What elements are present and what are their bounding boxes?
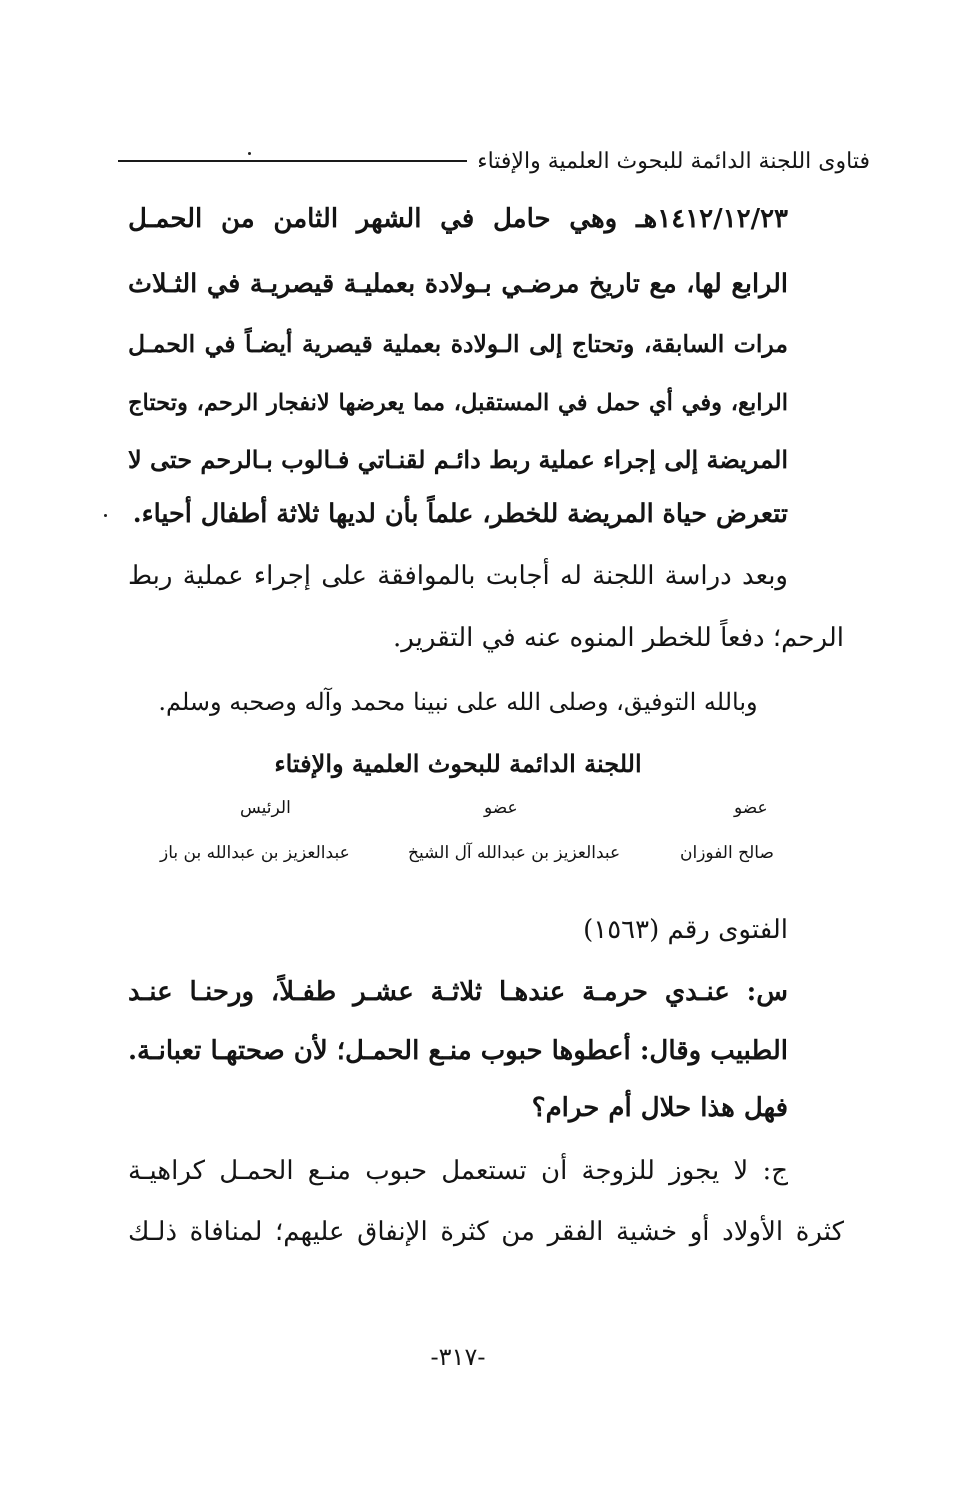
- running-header: [118, 143, 870, 179]
- question-continuation-line-4: الرابع، وفي أي حمل في المستقبل، مما يعرضها لانفجار الرحم، وتحتاج: [128, 390, 788, 416]
- question-line-3: فهل هذا حلال أم حرام؟: [531, 1093, 788, 1123]
- question-continuation-line-5: المريضة إلى إجراء عملية ربط دائـم لقنـاتي فـالوب بـالرحم حتى لا: [127, 445, 788, 474]
- answer-line-2: كثرة الأولاد أو خشية الفقر من كثرة الإنفاق عليهم؛ لمنافاة ذلـك: [128, 1217, 844, 1247]
- question-continuation-line-1: ١٤١٢/١٢/٢٣هـ وهي حامل في الشهر الثامن من الحمـل: [128, 204, 788, 234]
- scan-speck: [248, 152, 251, 155]
- question-continuation-line-6: تتعرض حياة المريضة للخطر، علماً بأن لديها ثلاثة أطفال أحياء.: [132, 499, 788, 529]
- committee-title: اللجنة الدائمة للبحوث العلمية والإفتاء: [274, 749, 642, 778]
- header-rule: [118, 160, 467, 162]
- question-continuation-line-2: الرابع لها، مع تاريخ مرضـي بـولادة بعمليـة قيصريـة في الثـلاث: [128, 269, 788, 299]
- scan-speck: [104, 514, 107, 517]
- signature-role-member: عضو: [734, 798, 768, 818]
- question-continuation-line-3: مرات السابقة، وتحتاج إلى الـولادة بعملية قيصرية أيضـاً في الحمـل: [128, 330, 788, 358]
- signature-name-member: صالح الفوزان: [680, 843, 774, 863]
- signature-role-president: الرئيس: [240, 798, 291, 818]
- question-line-2: الطبيب وقال: أعطوها حبوب منـع الحمـل؛ لأن صحتهـا تعبانـة.: [128, 1036, 788, 1066]
- question-line-1: س: عنـدي حرمـة عندهـا ثلاثـة عشـر طفـلاً، ورحنـا عنـد: [128, 977, 788, 1007]
- signature-role-member: عضو: [484, 798, 518, 818]
- fatwa-number: الفتوى رقم (١٥٦٣): [583, 915, 788, 945]
- page-number: -٣١٧-: [430, 1343, 486, 1371]
- header-title: فتاوى اللجنة الدائمة للبحوث العلمية والإفتاء: [477, 148, 870, 174]
- answer-previous-line-1: وبعد دراسة اللجنة له أجابت بالموافقة على إجراء عملية ربط: [128, 561, 788, 591]
- signature-name-president: عبدالعزيز بن عبدالله بن باز: [160, 843, 350, 863]
- answer-previous-line-2: الرحم؛ دفعاً للخطر المنوه عنه في التقرير.: [393, 623, 844, 653]
- signature-name-member: عبدالعزيز بن عبدالله آل الشيخ: [408, 843, 621, 863]
- closing-line: وبالله التوفيق، وصلى الله على نبينا محمد وآله وصحبه وسلم.: [158, 688, 758, 716]
- answer-line-1: ج: لا يجوز للزوجة أن تستعمل حبوب منـع الحمـل كراهيـة: [128, 1156, 788, 1186]
